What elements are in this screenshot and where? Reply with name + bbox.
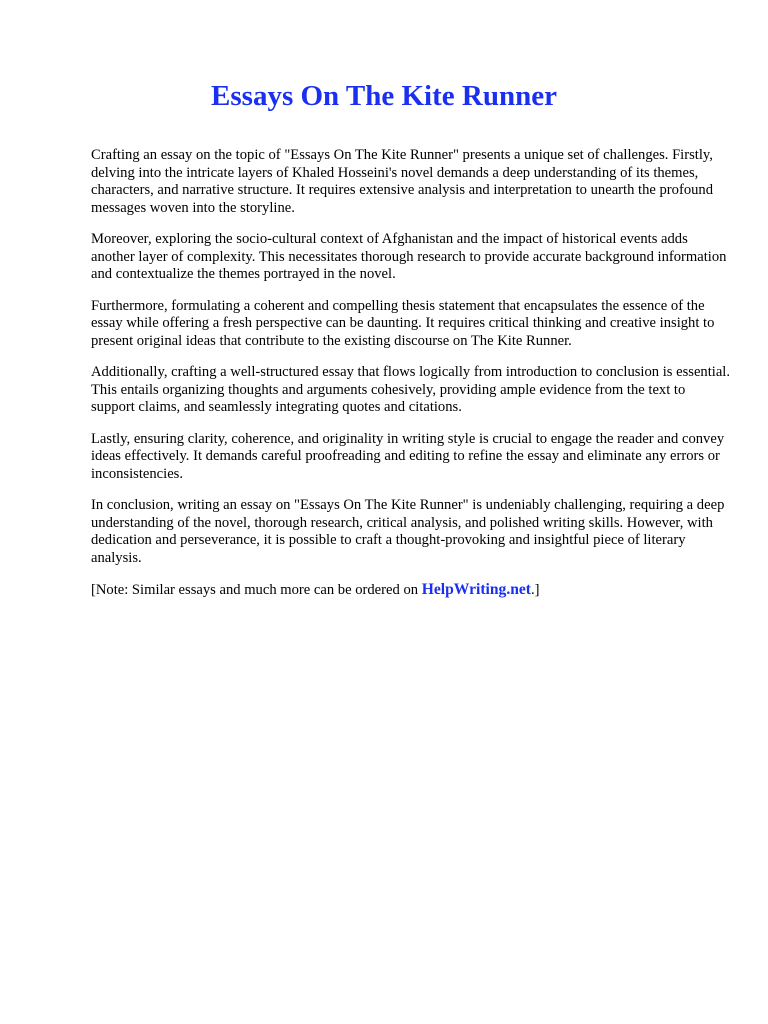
helpwriting-link[interactable]: HelpWriting.net xyxy=(421,581,532,598)
paragraph-thesis: Furthermore, formulating a coherent and compelling thesis statement that encapsulates the essence of the essay while offering a fresh perspective can be daunting. It requires critical thinking and creative insight to present original ideas that contribute to the existing discourse on The Kite Runner. xyxy=(91,297,715,349)
document-title: Essays On The Kite Runner xyxy=(211,80,557,112)
note-prefix: [Note: Similar essays and much more can be ordered on xyxy=(91,582,422,598)
document-body xyxy=(91,147,731,614)
note-suffix: .] xyxy=(531,582,540,598)
paragraph-context: Moreover, exploring the socio-cultural context of Afghanistan and the impact of historical events adds another layer of complexity. This necessitates thorough research to provide accurate background information and contextualize the themes portrayed in the novel. xyxy=(91,231,727,282)
paragraph-intro: Crafting an essay on the topic of "Essays On The Kite Runner" presents a unique set of challenges. Firstly, delving into the intricate layers of Khaled Hosseini's novel demands a deep understanding of its themes, characters, and narrative structure. It requires extensive analysis and interpretation to unearth the profound messages woven into the storyline. xyxy=(91,147,714,216)
ordering-note xyxy=(91,581,731,600)
paragraph-structure: Additionally, crafting a well-structured essay that flows logically from introduction to conclusion is essential. This entails organizing thoughts and arguments cohesively, providing ample evidence from the text to support claims, and seamlessly integrating quotes and citations. xyxy=(91,364,731,415)
paragraph-clarity: Lastly, ensuring clarity, coherence, and originality in writing style is crucial to engage the reader and convey ideas effectively. It demands careful proofreading and editing to refine the essay and eliminate any errors or inconsistencies. xyxy=(91,430,725,482)
paragraph-conclusion: In conclusion, writing an essay on "Essays On The Kite Runner" is undeniably challenging, requiring a deep understanding of the novel, thorough research, critical analysis, and polished writing skills. However, with dedication and perseverance, it is possible to craft a thought-provoking and insightful piece of literary analysis. xyxy=(91,497,725,566)
